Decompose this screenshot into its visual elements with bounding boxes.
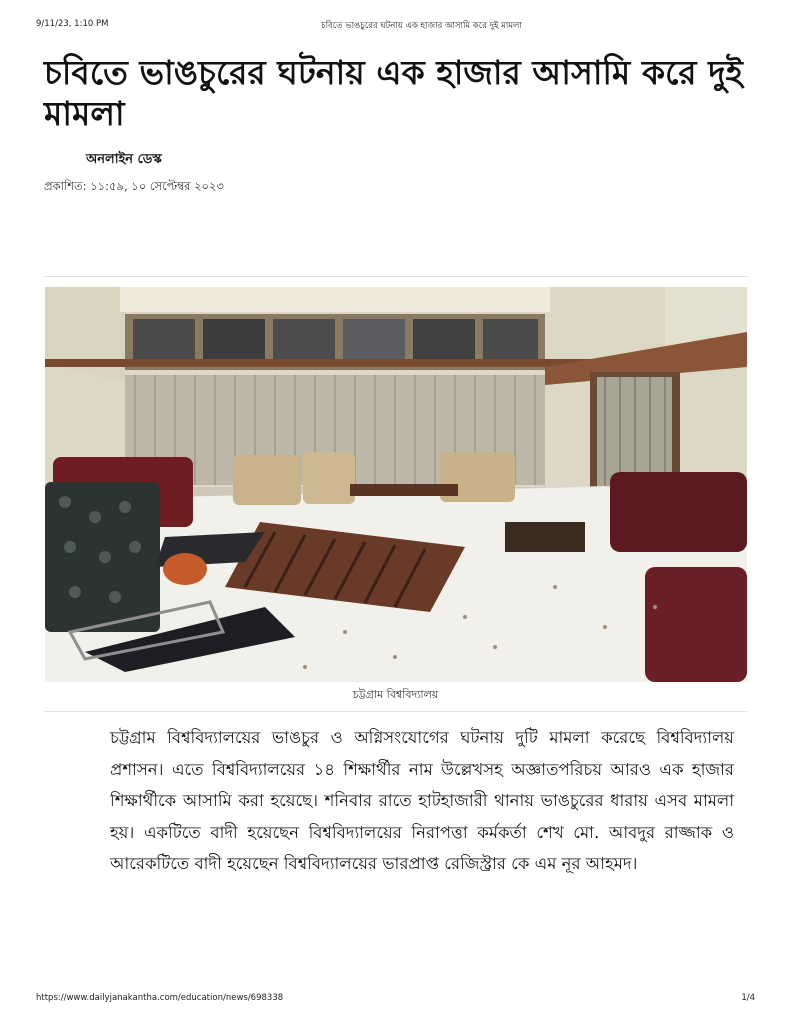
published-date: প্রকাশিত: ১১:৫৯, ১০ সেপ্টেম্বর ২০২৩: [44, 179, 224, 193]
print-footer: [36, 993, 755, 1007]
photo-caption: চট্টগ্রাম বিশ্ববিদ্যালয়: [352, 688, 439, 701]
print-date: 9/11/23, 1:10 PM: [36, 19, 109, 29]
page-number: 1/4: [741, 993, 755, 1003]
print-url: https://www.dailyjanakantha.com/education/news/698338: [36, 993, 284, 1003]
divider-top: [44, 276, 747, 277]
divider-bottom: [44, 711, 747, 712]
article-byline: অনলাইন ডেস্ক: [86, 152, 162, 167]
print-doc-title: চবিতে ভাঙচুরের ঘটনায় এক হাজার আসামি করে দুই মামলা: [321, 21, 522, 31]
article-photo: [45, 287, 747, 682]
print-header: [36, 19, 755, 33]
article-headline: চবিতে ভাঙচুরের ঘটনায় এক হাজার আসামি করে দুই মামলা: [44, 53, 743, 133]
article-body: চট্টগ্রাম বিশ্ববিদ্যালয়ের ভাঙচুর ও অগ্নিসংযোগের ঘটনায় দুটি মামলা করেছে বিশ্ববিদ্যালয় প্রশাসন। এতে বিশ্ববিদ্যালয়ের ১৪ শিক্ষার্থীর নাম উল্লেখসহ অজ্ঞাতপরিচয় আরও এক হাজার শিক্ষার্থীকে আসামি করা হয়েছে। শনিবার রাতে হাটহাজারী থানায় ভাঙচুরের ধারায় এসব মামলা হয়। একটিতে বাদী হয়েছেন বিশ্ববিদ্যালয়ের নিরাপত্তা কর্মকর্তা শেখ মো. আবদুর রাজ্জাক ও আরেকটিতে বাদী হয়েছেন বিশ্ববিদ্যালয়ের ভারপ্রাপ্ত রেজিস্ট্রার কে এম নূর আহমদ।: [110, 728, 734, 873]
